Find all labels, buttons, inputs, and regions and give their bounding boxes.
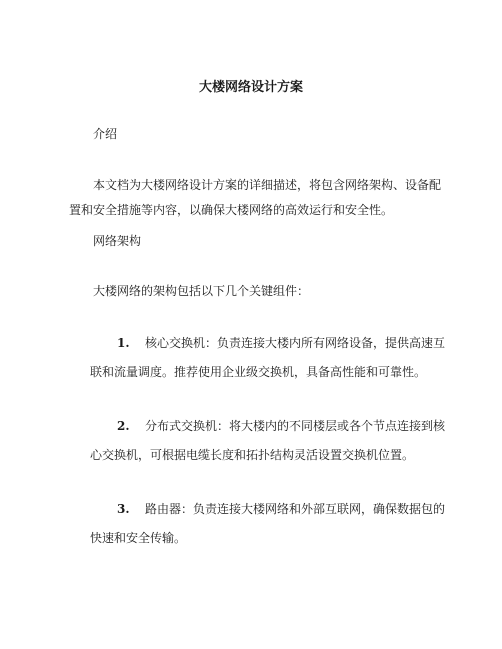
introduction-paragraph [69, 173, 442, 223]
list-item [69, 497, 446, 551]
list-item-line-1: 核心交换机：负责连接大楼内所有网络设备，提供高速互 [145, 336, 446, 350]
document-title: 大楼网络设计方案 [198, 80, 303, 95]
list-item-line-2: 快速和安全传输。 [90, 531, 187, 545]
introduction-line-1: 本文档为大楼网络设计方案的详细描述，将包含网络架构、设备配 [93, 178, 442, 192]
list-item [69, 331, 446, 385]
introduction-line-2: 置和安全措施等内容，以确保大楼网络的高效运行和安全性。 [69, 203, 394, 217]
list-item-line-2: 心交换机，可根据电缆长度和拓扑结构灵活设置交换机位置。 [90, 448, 415, 462]
list-number: 3. [117, 502, 130, 516]
section-heading-introduction: 介绍 [93, 127, 118, 141]
list-number: 2. [117, 419, 130, 433]
list-number: 1. [117, 336, 130, 350]
architecture-intro: 大楼网络的架构包括以下几个关键组件： [93, 284, 310, 298]
list-item-line-1: 路由器：负责连接大楼网络和外部互联网，确保数据包的 [145, 502, 446, 516]
list-item-line-1: 分布式交换机：将大楼内的不同楼层或各个节点连接到核 [145, 419, 446, 433]
list-item [69, 414, 446, 468]
list-item-line-2: 联和流量调度。推荐使用企业级交换机，具备高性能和可靠性。 [90, 365, 427, 379]
section-heading-network-architecture: 网络架构 [93, 234, 142, 248]
